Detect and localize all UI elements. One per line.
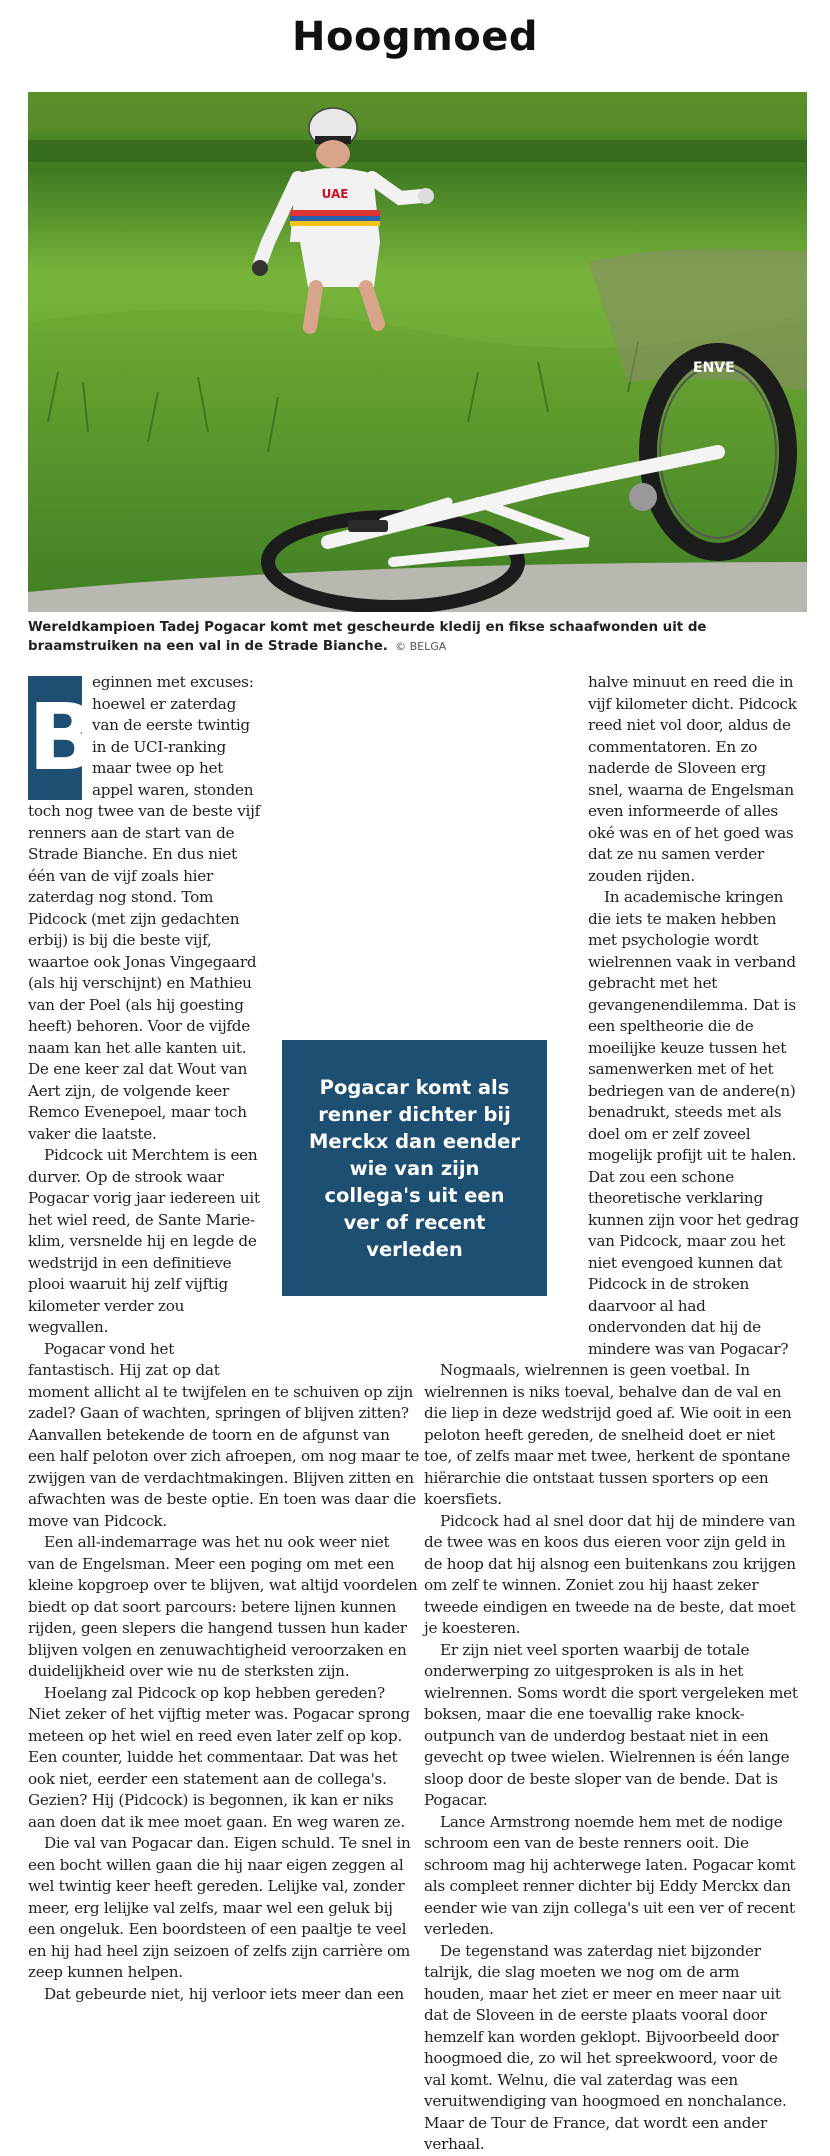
pull-quote-text: Pogacar komt als renner dichter bij Merckx dan eender wie van zijn collega's uit een ver of recent verleden — [308, 1075, 521, 1261]
article-photo — [28, 92, 807, 612]
paragraph: In academische kringen die iets te maken hebben met psychologie wordt wielrennen vaak in verband gebracht met het gevangenendilemma. Dat is een speltheorie die de moeilijke keuze tussen het samenwerken met of het bedriegen van de andere(n) benadrukt, steeds met als doel om er zelf zoveel mogelijk profijt uit te halen. Dat zou een schone theoretische verklaring kunnen zijn voor het gedrag van Pidcock, maar zou het niet evengoed kunnen dat Pidcock in de stroken daarvoor al had ondervonden dat hij de mindere was van Pogacar? — [588, 888, 799, 1358]
pull-quote — [282, 1040, 547, 1296]
paragraph: halve minuut en reed die in vijf kilometer dicht. Pidcock reed niet vol door, aldus de commentatoren. En zo naderde de Sloveen erg snel, waarna de Engelsman even informeerde of alles oké was en of het goed was dat ze nu samen verder zouden rijden. — [588, 673, 797, 885]
jersey-text: UAE — [321, 187, 349, 201]
photo-credit: © BELGA — [395, 640, 447, 653]
headline: Hoogmoed — [292, 14, 538, 60]
article-column-left — [28, 672, 420, 2005]
article-column-right — [424, 672, 802, 2156]
paragraph: Lance Armstrong noemde hem met de nodige schroom een van de beste renners ooit. Die schroom mag hij achterwege laten. Pogacar komt als compleet renner dichter bij Eddy Merckx dan eender wie van zijn collega's uit een ver of recent verleden. — [424, 1812, 796, 1938]
paragraph: Hoelang zal Pidcock op kop hebben gereden? Niet zeker of het vijftig meter was. Pogacar sprong meteen op het wiel en reed even later zelf op kop. Een counter, luidde het commentaar. Dat was het ook niet, eerder een statement aan de collega's. Gezien? Hij (Pidcock) is begonnen, ik kan er niks aan doen dat ik mee moet gaan. En weg waren ze. — [28, 1683, 410, 1831]
wheel-brand: ENVE — [693, 360, 735, 376]
paragraph: Pidcock had al snel door dat hij de mindere van de twee was en koos dus eieren voor zijn geld in de hoop dat hij alsnog een buitenkans zou krijgen om zelf te winnen. Zoniet zou hij haast zeker tweede eindigen en tweede na de beste, dat moet je koesteren. — [424, 1511, 796, 1637]
paragraph: Een all-indemarrage was het nu ook weer niet van de Engelsman. Meer een poging om met een kleine kopgroep over te blijven, wat altijd voordelen biedt op dat soort parcours: betere lijnen kunnen rijden, geen slepers die hangend tussen hun kader blijven volgen en zenuwachtigheid veroorzaken en duidelijkheid over wie nu de sterksten zijn. — [28, 1533, 418, 1680]
cyclist-crash-photo — [28, 92, 807, 612]
paragraph: Dat gebeurde niet, hij verloor iets meer dan een — [44, 1984, 404, 2003]
drop-cap: B — [28, 676, 82, 800]
paragraph: B eginnen met excuses: hoewel er zaterdag van de eerste twintig in de UCI-ranking maar twee op het appel waren, stonden toch nog twee van de beste vijf renners aan de start van de Strade Bianche. En dus niet één van de vijf zoals hier zaterdag nog stond. Tom Pidcock (met zijn gedachten erbij) is bij die beste vijf, waartoe ook Jonas Vingegaard (als hij verschijnt) en Mathieu van der Poel (als hij goesting heeft) behoren. Voor de vijfde naam kan het alle kanten uit. De ene keer zal dat Wout van Aert zijn, de volgende keer Remco Evenepoel, maar toch vaker die laatste. — [28, 673, 260, 1143]
paragraph: Nogmaals, wielrennen is geen voetbal. In wielrennen is niks toeval, behalve dan de val en die liep in deze wedstrijd goed af. Wie ooit in een peloton heeft gereden, de snelheid doet er niet toe, of zelfs maar met twee, herkent de spontane hiërarchie die ontstaat tussen sporters op een koersfiets. — [424, 1361, 792, 1508]
photo-caption — [28, 618, 808, 656]
paragraph: Die val van Pogacar dan. Eigen schuld. Te snel in een bocht willen gaan die hij naar eigen zeggen al wel twintig keer heeft gereden. Lelijke val, zonder meer, erg lelijke val zelfs, maar wel een geluk bij een ongeluk. Een boordsteen of een paaltje te veel en hij had heel zijn seizoen of zelfs zijn carrière om zeep kunnen helpen. — [28, 1834, 411, 1981]
paragraph: Pogacar vond het fantastisch. Hij zat op dat moment allicht al te twijfelen en te schuiven op zijn zadel? Gaan of wachten, springen of blijven zitten? Aanvallen betekende de toorn en de afgunst van een half peloton over zich afroepen, om nog maar te zwijgen van de verdachtmakingen. Blijven zitten en afwachten was de beste optie. En toen was daar die move van Pidcock. — [28, 1339, 420, 1530]
paragraph: De tegenstand was zaterdag niet bijzonder talrijk, die slag moeten we nog om de arm houden, maar het ziet er meer en meer naar uit dat de Sloveen in de eerste plaats vooral door hemzelf kan worden geklopt. Bijvoorbeeld door hoogmoed die, zo wil het spreekwoord, voor de val komt. Welnu, die val zaterdag was een veruitwendiging van hoogmoed en nonchalance. Maar de Tour de France, dat wordt een ander verhaal. — [424, 1941, 787, 2153]
paragraph: Pidcock uit Merchtem is een durver. Op de strook waar Pogacar vorig jaar iedereen uit het wiel reed, de Sante Marie-klim, versnelde hij en legde de wedstrijd in een definitieve plooi waaruit hij zelf vijftig kilometer verder zou wegvallen. — [28, 1146, 260, 1336]
paragraph: Er zijn niet veel sporten waarbij de totale onderwerping zo uitgesproken is als in het wielrennen. Soms wordt die sport vergeleken met boksen, maar die ene toevallig rake knock-outpunch van de underdog bestaat niet in een gevecht op twee wielen. Wielrennen is één lange sloop door de beste sloper van de bende. Dat is Pogacar. — [424, 1640, 798, 1809]
caption-text: Wereldkampioen Tadej Pogacar komt met gescheurde kledij en fikse schaafwonden uit de braamstruiken na een val in de Strade Bianche. — [28, 620, 707, 654]
